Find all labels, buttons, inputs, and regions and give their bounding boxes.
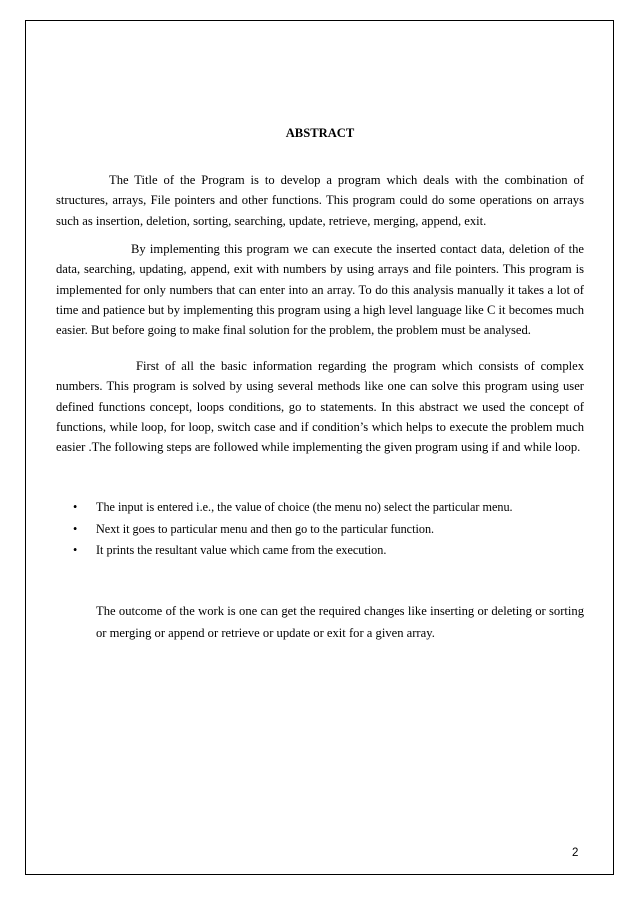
bullet-icon: •: [73, 500, 78, 514]
steps-list: [71, 497, 571, 562]
bullet-icon: •: [73, 543, 78, 557]
paragraph-3: First of all the basic information regarding the program which consists of complex numbers. This program is solved by using several methods like one can solve this program using user defined functions concept, loops conditions, go to statements. In this abstract we used the concept of functions, while loop, for loop, switch case and if condition’s which helps to execute the problem much easier .The following steps are followed while implementing the given program using if and while loop.: [56, 359, 584, 455]
list-item-text: The input is entered i.e., the value of choice (the menu no) select the particular menu.: [96, 500, 513, 514]
bullet-icon: •: [73, 521, 78, 536]
list-item-text: It prints the resultant value which came from the execution.: [96, 543, 387, 557]
list-item: [71, 497, 571, 519]
list-item: [71, 519, 571, 541]
page-number: 2: [572, 847, 579, 859]
list-item-text: Next it goes to particular menu and then go to the particular function.: [96, 521, 435, 536]
list-item: [71, 540, 571, 562]
closing-paragraph: The outcome of the work is one can get the required changes like inserting or deleting or sorting or merging or append or retrieve or update or exit for a given array.: [96, 604, 584, 640]
paragraph-2: By implementing this program we can execute the inserted contact data, deletion of the data, searching, updating, append, exit with numbers by using arrays and file pointers. This program is implemented for only numbers that can enter into an array. To do this analysis manually it takes a lot of time and patience but by implementing this program using a high level language like C it becomes much easier. But before going to make final solution for the problem, the problem must be analysed.: [56, 242, 584, 338]
document-title: ABSTRACT: [285, 126, 355, 140]
paragraph-1: The Title of the Program is to develop a program which deals with the combination of structures, arrays, File pointers and other functions. This program could do some operations on arrays such as insertion, deletion, sorting, searching, update, retrieve, merging, append, exit.: [56, 173, 584, 228]
